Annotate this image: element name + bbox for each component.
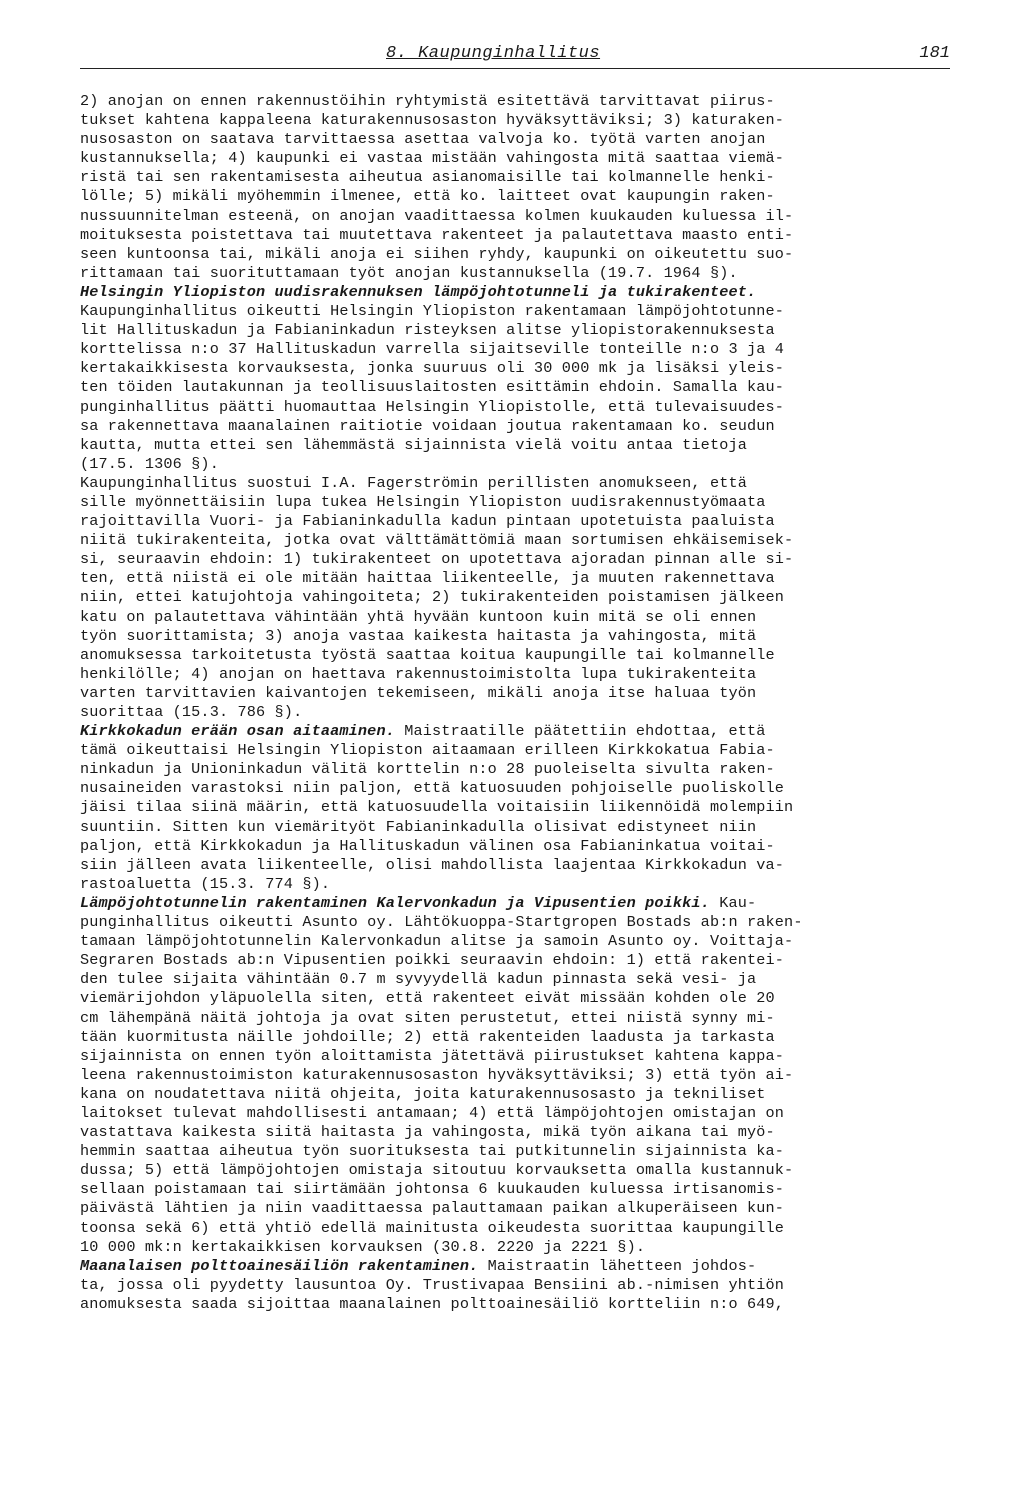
line-text: tään kuormitusta näille johdoille; 2) että rakenteiden laadusta ja tarkasta xyxy=(80,1027,775,1046)
line-text: rajoittavilla Vuori- ja Fabianinkadulla kadun pintaan upotetuista paaluista xyxy=(80,512,775,531)
line-text: moituksesta poistettava tai muutettava rakenteet ja palautettava maasto enti- xyxy=(80,225,794,244)
text-line xyxy=(80,569,960,588)
text-line xyxy=(80,1104,960,1123)
line-text: vastattava kaikesta siitä haitasta ja vahingosta, mikä työn aikana tai myö- xyxy=(80,1123,775,1142)
text-line xyxy=(80,187,960,206)
text-line xyxy=(80,398,960,417)
line-text: korttelissa n:o 37 Hallituskadun varrella sijaitseville tonteille n:o 3 ja 4 xyxy=(80,340,785,359)
text-line xyxy=(80,283,960,302)
line-text: kautta, mutta ettei sen lähemmästä sijainnista vielä voitu antaa tietoja xyxy=(80,435,748,454)
text-line xyxy=(80,588,960,607)
text-line xyxy=(80,207,960,226)
line-text: katu on palautettava vähintään yhtä hyvään kuntoon kuin mitä se oli ennen xyxy=(80,607,757,626)
text-line xyxy=(80,894,960,913)
section-heading: Kirkkokadun erään osan aitaaminen. xyxy=(80,722,395,741)
text-line xyxy=(80,665,960,684)
line-text: seen kuntoonsa tai, mikäli anoja ei siihen ryhdy, kaupunki on oikeutettu suo- xyxy=(80,244,794,263)
text-line xyxy=(80,378,960,397)
text-line xyxy=(80,989,960,1008)
line-text: kustannuksella; 4) kaupunki ei vastaa mistään vahingosta mitä saattaa viemä- xyxy=(80,149,785,168)
line-text: niitä tukirakenteita, jotka ovat välttämättömiä maan sortumisen ehkäisemisek- xyxy=(80,531,794,550)
line-text: työn suorittamista; 3) anoja vastaa kaikesta haitasta ja vahingosta, mitä xyxy=(80,626,757,645)
line-text: punginhallitus oikeutti Asunto oy. Lähtökuoppa-Startgropen Bostads ab:n raken- xyxy=(80,913,803,932)
section-heading: Lämpöjohtotunnelin rakentaminen Kalervonkadun ja Vipusentien poikki. xyxy=(80,893,710,912)
line-text: hemmin saattaa aiheutua työn suorituksesta tai putkitunnelin sijainnista ka- xyxy=(80,1142,785,1161)
line-text: ninkadun ja Unioninkadun välitä korttelin n:o 28 puoleiselta sivulta raken- xyxy=(80,760,775,779)
line-text: leena rakennustoimiston katurakennusosaston hyväksyttäviksi; 3) että työn ai- xyxy=(80,1065,794,1084)
line-text: nusosaston on saatava tarvittaessa asettaa valvoja ko. työtä varten anojan xyxy=(80,130,766,149)
line-text: rittamaan tai suorituttamaan työt anojan kustannuksella (19.7. 1964 §). xyxy=(80,263,738,282)
section-heading: Helsingin Yliopiston uudisrakennuksen lämpöjohtotunneli ja tukirakenteet. xyxy=(80,282,757,301)
line-text: Maistraatin lähetteen johdos- xyxy=(478,1256,757,1275)
line-text: ten töiden lautakunnan ja teollisuuslaitosten esittämin ehdoin. Samalla kau- xyxy=(80,378,785,397)
text-line xyxy=(80,417,960,436)
text-line xyxy=(80,512,960,531)
text-line xyxy=(80,970,960,989)
text-line xyxy=(80,741,960,760)
text-line xyxy=(80,340,960,359)
line-text: niin, ettei katujohtoja vahingoiteta; 2) tukirakenteiden poistamisen jälkeen xyxy=(80,588,785,607)
line-text: nussuunnitelman esteenä, on anojan vaadittaessa kolmen kuukauden kuluessa il- xyxy=(80,206,794,225)
line-text: jäisi tilaa siinä määrin, että katuosuudella voitaisiin liikennöidä molempiin xyxy=(80,798,794,817)
line-text: päivästä lähtien ja niin vaadittaessa palauttamaan paikan alkuperäiseen kun- xyxy=(80,1199,785,1218)
line-text: anomuksessa tarkoitetusta työstä saattaa koitua kaupungille tai kolmannelle xyxy=(80,645,775,664)
text-line xyxy=(80,1047,960,1066)
text-line xyxy=(80,1276,960,1295)
text-line xyxy=(80,436,960,455)
line-text: tukset kahtena kappaleena katurakennusosaston hyväksyttäviksi; 3) katuraken- xyxy=(80,111,785,130)
line-text: Segraren Bostads ab:n Vipusentien poikki seuraavin ehdoin: 1) että rakentei- xyxy=(80,951,785,970)
text-line xyxy=(80,837,960,856)
line-text: ristä tai sen rakentamisesta aiheutua asianomaisille tai kolmannelle henki- xyxy=(80,168,775,187)
line-text: ten, että niistä ei ole mitään haittaa liikenteelle, ja muuten rakennettava xyxy=(80,569,775,588)
text-line xyxy=(80,703,960,722)
text-line xyxy=(80,493,960,512)
text-line xyxy=(80,779,960,798)
text-line xyxy=(80,92,960,111)
line-text: nusaineiden varastoksi niin paljon, että katuosuuden pohjoiselle puoliskolle xyxy=(80,779,785,798)
text-line xyxy=(80,722,960,741)
text-line xyxy=(80,646,960,665)
text-line xyxy=(80,932,960,951)
text-line xyxy=(80,149,960,168)
line-text: Kaupunginhallitus suostui I.A. Fagerströmin perillisten anomukseen, että xyxy=(80,473,748,492)
line-text: Kau- xyxy=(709,893,757,912)
text-line xyxy=(80,1066,960,1085)
text-line xyxy=(80,168,960,187)
text-line xyxy=(80,1028,960,1047)
text-line xyxy=(80,226,960,245)
line-text: tamaan lämpöjohtotunnelin Kalervonkadun alitse ja samoin Asunto oy. Voittaja- xyxy=(80,932,794,951)
text-line xyxy=(80,1295,960,1314)
text-line xyxy=(80,951,960,970)
line-text: suuntiin. Sitten kun viemärityöt Fabianinkadulla olisivat edistyneet niin xyxy=(80,817,757,836)
line-text: den tulee sijaita vähintään 0.7 m syvyydellä kadun pinnasta sekä vesi- ja xyxy=(80,970,757,989)
text-line xyxy=(80,321,960,340)
text-line xyxy=(80,531,960,550)
body-text xyxy=(80,92,960,1314)
running-title: 8. Kaupunginhallitus xyxy=(386,44,601,63)
line-text: sa rakennettava maanalainen raitiotie voidaan joutua rakentamaan ko. seudun xyxy=(80,416,775,435)
text-line xyxy=(80,1085,960,1104)
text-line xyxy=(80,1219,960,1238)
section-heading: Maanalaisen polttoainesäiliön rakentaminen. xyxy=(80,1256,479,1275)
page-number: 181 xyxy=(919,44,950,63)
text-line xyxy=(80,1257,960,1276)
line-text: (17.5. 1306 §). xyxy=(80,454,219,473)
line-text: sille myönnettäisiin lupa tukea Helsingin Yliopiston uudisrakennustyömaata xyxy=(80,492,766,511)
text-line xyxy=(80,684,960,703)
line-text: kertakaikkisesta korvauksesta, jonka suuruus oli 30 000 mk ja lisäksi yleis- xyxy=(80,359,785,378)
text-line xyxy=(80,875,960,894)
text-line xyxy=(80,1199,960,1218)
line-text: si, seuraavin ehdoin: 1) tukirakenteet on upotettava ajoradan pinnan alle si- xyxy=(80,550,794,569)
line-text: rastoaluetta (15.3. 774 §). xyxy=(80,874,331,893)
text-line xyxy=(80,608,960,627)
text-line xyxy=(80,302,960,321)
line-text: kana on noudatettava niitä ohjeita, joita katurakennusosasto ja tekniliset xyxy=(80,1084,766,1103)
text-line xyxy=(80,798,960,817)
text-line xyxy=(80,856,960,875)
text-line xyxy=(80,359,960,378)
text-line xyxy=(80,245,960,264)
line-text: henkilölle; 4) anojan on haettava rakennustoimistolta lupa tukirakenteita xyxy=(80,664,757,683)
text-line xyxy=(80,913,960,932)
line-text: 2) anojan on ennen rakennustöihin ryhtymistä esitettävä tarvittavat piirus- xyxy=(80,92,775,110)
line-text: varten tarvittavien kaivantojen tekemiseen, mikäli anoja itse haluaa työn xyxy=(80,683,757,702)
text-line xyxy=(80,1123,960,1142)
line-text: lölle; 5) mikäli myöhemmin ilmenee, että ko. laitteet ovat kaupungin raken- xyxy=(80,187,775,206)
text-line xyxy=(80,111,960,130)
text-line xyxy=(80,474,960,493)
line-text: laitokset tulevat mahdollisesti antamaan; 4) että lämpöjohtojen omistajan on xyxy=(80,1103,785,1122)
page-header xyxy=(80,44,950,69)
line-text: lit Hallituskadun ja Fabianinkadun risteyksen alitse yliopistorakennuksesta xyxy=(80,321,775,340)
line-text: tämä oikeuttaisi Helsingin Yliopiston aitaamaan erilleen Kirkkokatua Fabia- xyxy=(80,741,775,760)
text-line xyxy=(80,455,960,474)
text-line xyxy=(80,1161,960,1180)
line-text: toonsa sekä 6) että yhtiö edellä mainitusta oikeudesta suorittaa kaupungille xyxy=(80,1218,785,1237)
line-text: paljon, että Kirkkokadun ja Hallituskadun välinen osa Fabianinkatua voitai- xyxy=(80,836,775,855)
text-line xyxy=(80,264,960,283)
text-line xyxy=(80,627,960,646)
text-line xyxy=(80,1180,960,1199)
line-text: 10 000 mk:n kertakaikkisen korvauksen (30.8. 2220 ja 2221 §). xyxy=(80,1237,646,1256)
line-text: viemärijohdon yläpuolella siten, että rakenteet eivät missään kohden ole 20 xyxy=(80,989,775,1008)
line-text: dussa; 5) että lämpöjohtojen omistaja sitoutuu korvauksetta omalla kustannuk- xyxy=(80,1161,794,1180)
line-text: suorittaa (15.3. 786 §). xyxy=(80,703,303,721)
text-line xyxy=(80,1142,960,1161)
text-line xyxy=(80,1009,960,1028)
line-text: ta, jossa oli pyydetty lausuntoa Oy. Trustivapaa Bensiini ab.-nimisen yhtiön xyxy=(80,1275,785,1294)
line-text: anomuksesta saada sijoittaa maanalainen polttoainesäiliö kortteliin n:o 649, xyxy=(80,1294,785,1313)
line-text: siin jälleen avata liikenteelle, olisi mahdollista laajentaa Kirkkokadun va- xyxy=(80,855,785,874)
line-text: cm lähempänä näitä johtoja ja ovat siten perustetut, ettei niistä synny mi- xyxy=(80,1008,775,1027)
text-line xyxy=(80,550,960,569)
line-text: Kaupunginhallitus oikeutti Helsingin Yliopiston rakentamaan lämpöjohtotunne- xyxy=(80,302,785,321)
text-line xyxy=(80,130,960,149)
line-text: punginhallitus päätti huomauttaa Helsingin Yliopistolle, että tulevaisuudes- xyxy=(80,397,785,416)
text-line xyxy=(80,760,960,779)
line-text: sijainnista on ennen työn aloittamista jätettävä piirustukset kahtena kappa- xyxy=(80,1046,785,1065)
text-line xyxy=(80,1238,960,1257)
line-text: Maistraatille päätettiin ehdottaa, että xyxy=(394,722,766,741)
text-line xyxy=(80,818,960,837)
line-text: sellaan poistamaan tai siirtämään johtonsa 6 kuukauden kuluessa irtisanomis- xyxy=(80,1180,785,1199)
